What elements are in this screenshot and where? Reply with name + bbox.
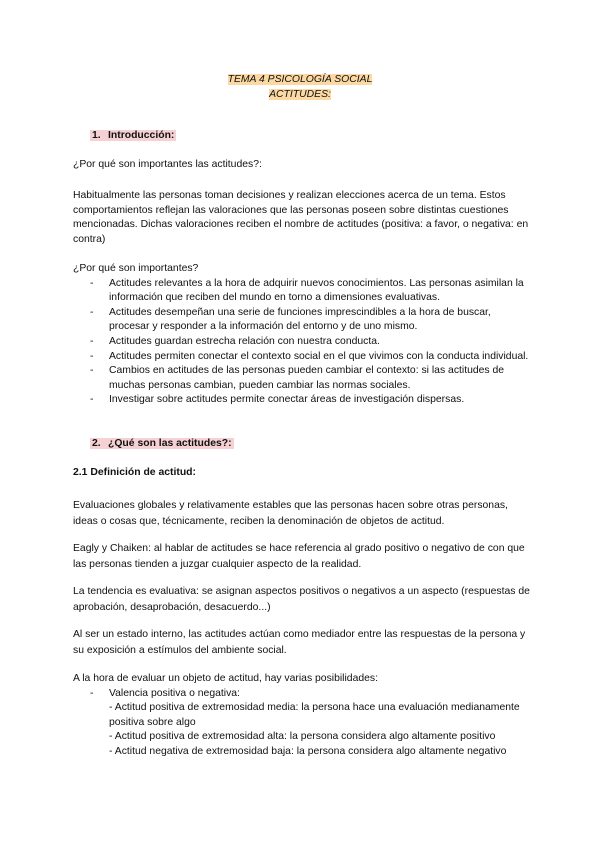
eagly-paragraph: Eagly y Chaiken: al hablar de actitudes se hace referencia al grado positivo o negativo de con que las personas tienden a juzgar cualquier aspecto de la realidad. — [73, 543, 525, 570]
list-item: - Cambios en actitudes de las personas pueden cambiar el contexto: si las actitudes de muchas personas cambian, pueden cambiar las normas sociales. — [73, 364, 533, 393]
sub-item: - Actitud negativa de extremosidad baja: la persona considera algo altamente negativo — [109, 745, 507, 757]
section-1-paragraph: Habitualmente las personas toman decisiones y realizan elecciones acerca de un tema. Estos comportamientos reflejan las valoraciones que las personas poseen sobre distintas cuestiones mencionadas. Dichas valoraciones reciben el nombre de actitudes (positiva: a favor, o negativa: en contra) — [73, 190, 529, 245]
title-line-1: TEMA 4 PSICOLOGÍA SOCIAL — [227, 74, 373, 85]
valence-label: Valencia positiva o negativa: — [109, 687, 240, 699]
tendency-paragraph: La tendencia es evaluativa: se asignan aspectos positivos o negativos a un aspecto (respuestas de aprobación, desaprobación, desacuerdo...) — [73, 586, 530, 613]
document-title — [0, 72, 600, 102]
possibilities-intro: A la hora de evaluar un objeto de actitud, hay varias posibilidades: — [73, 673, 378, 684]
section-2-heading — [73, 437, 533, 452]
definition-paragraph: Evaluaciones globales y relativamente estables que las personas hacen sobre otras personas, ideas o cosas que, técnicamente, reciben la denominación de objetos de actitud. — [73, 500, 508, 527]
mediator-paragraph: Al ser un estado interno, las actitudes actúan como mediador entre las respuestas de la persona y su exposición a estímulos del ambiente social. — [73, 629, 526, 656]
sub-item: - Actitud positiva de extremosidad media: la persona hace una evaluación medianamente positiva sobre algo — [109, 702, 520, 728]
title-line-2: ACTITUDES: — [269, 89, 331, 100]
list-item: - Actitudes guardan estrecha relación con nuestra conducta. — [73, 335, 533, 350]
list-item: - Investigar sobre actitudes permite conectar áreas de investigación dispersas. — [73, 393, 533, 408]
section-2-number: 2. — [92, 438, 101, 449]
list-intro: ¿Por qué son importantes? — [73, 263, 199, 274]
section-1-number: 1. — [92, 130, 101, 141]
section-1-question: ¿Por qué son importantes las actitudes?: — [73, 159, 262, 170]
section-2-title: ¿Qué son las actitudes?: — [108, 438, 232, 449]
list-item: - Actitudes desempeñan una serie de funciones imprescindibles a la hora de buscar, procesar y responder a la información del entorno y de uno mismo. — [73, 306, 533, 335]
list-item: - Actitudes permiten conectar el contexto social en el que vivimos con la conducta individual. — [73, 350, 533, 365]
list-item: - Actitudes relevantes a la hora de adquirir nuevos conocimientos. Las personas asimilan la información que reciben del mundo en torno a dimensiones evaluativas. — [73, 277, 533, 306]
possibilities-block — [73, 672, 533, 760]
list-item — [73, 687, 533, 760]
importance-list — [73, 277, 533, 408]
section-1-list-block — [73, 262, 533, 408]
subsection-heading: 2.1 Definición de actitud: — [73, 467, 196, 478]
section-1-heading — [73, 129, 533, 144]
section-1-title: Introducción: — [108, 130, 175, 141]
possibilities-list — [73, 687, 533, 760]
sub-item: - Actitud positiva de extremosidad alta: la persona considera algo altamente positivo — [109, 731, 496, 743]
